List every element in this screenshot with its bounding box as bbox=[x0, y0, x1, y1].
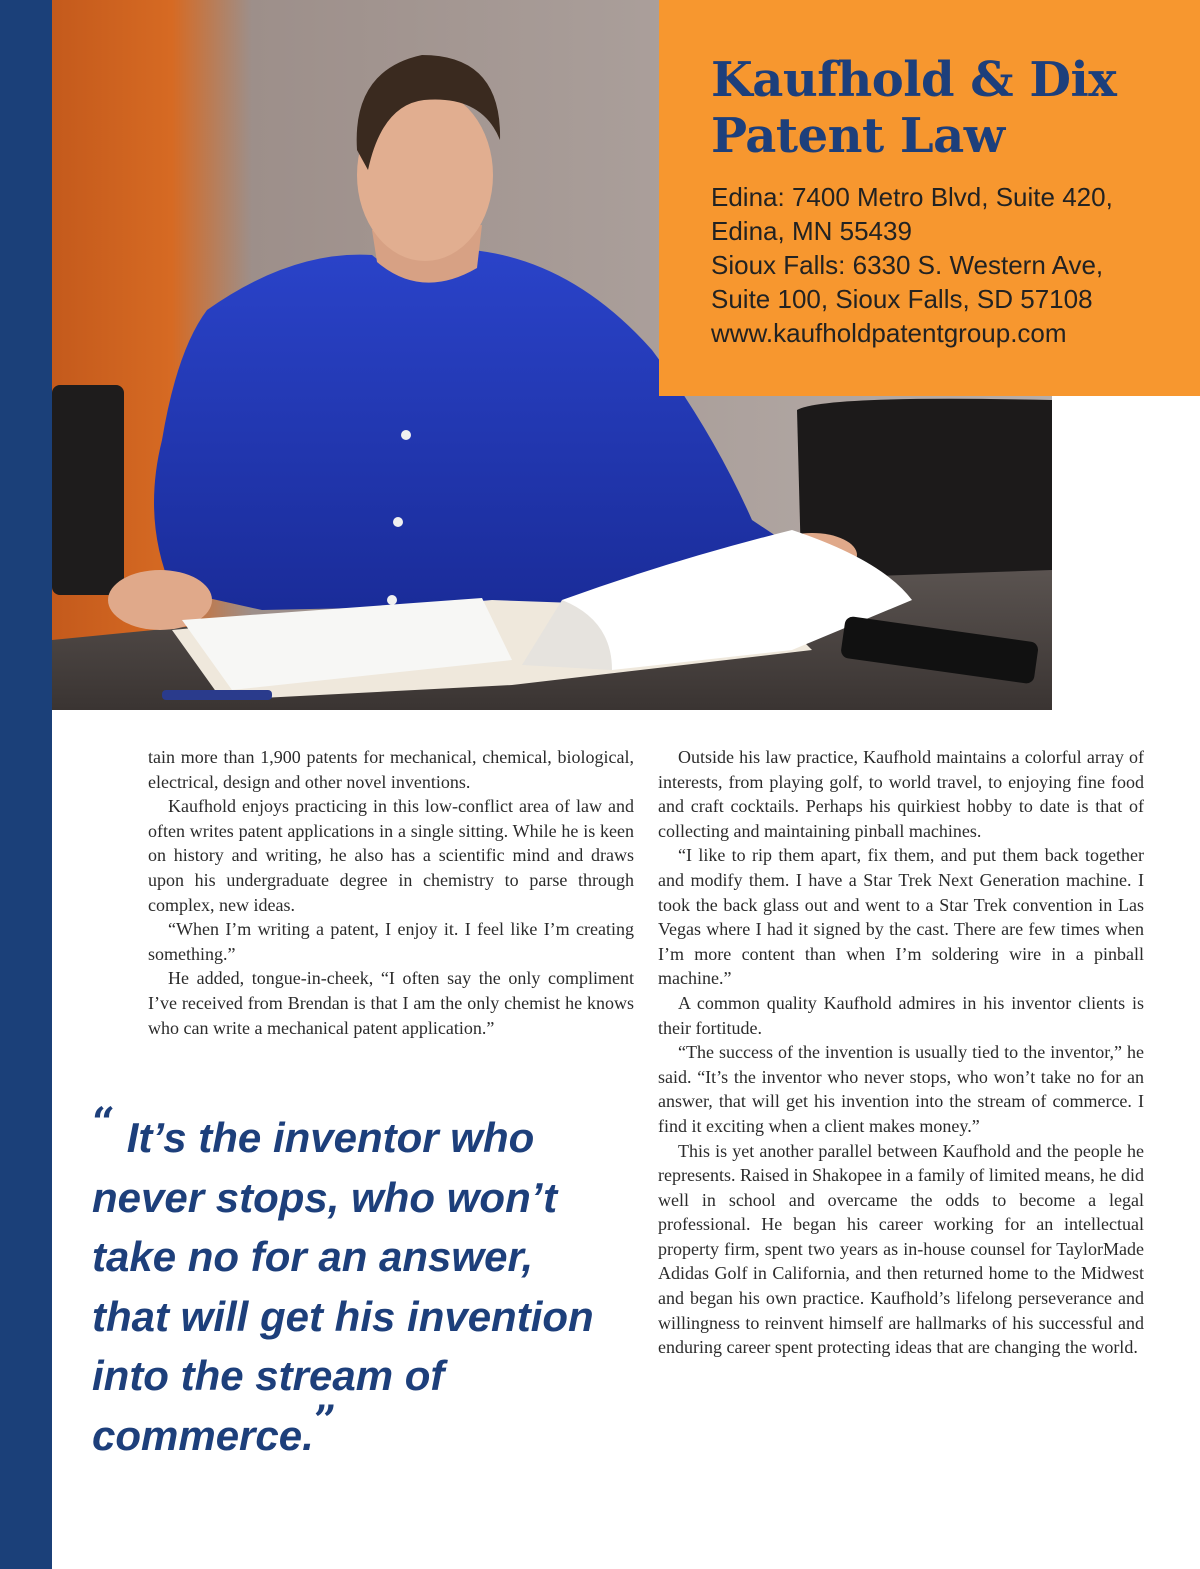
pull-quote-line bbox=[92, 1099, 652, 1168]
article-paragraph: Outside his law practice, Kaufhold maintains a colorful array of interests, from playing golf, to world travel, to enjoying fine food and craft cocktails. Perhaps his quirkiest hobby to date is that of collecting and maintaining pinball machines. bbox=[658, 747, 1144, 841]
firm-website-link[interactable]: www.kaufholdpatentgroup.com bbox=[711, 318, 1067, 348]
pull-quote-line: into the stream of bbox=[92, 1352, 445, 1399]
article-paragraph: He added, tongue-in-cheek, “I often say the only compliment I’ve received from Brendan is that I am the only chemist he knows who can write a mechanical patent application.” bbox=[148, 968, 634, 1038]
pull-quote-line: that will get his invention bbox=[92, 1292, 594, 1340]
pull-quote bbox=[92, 1099, 652, 1465]
article-column-right bbox=[658, 745, 1144, 1360]
left-sidebar-bar bbox=[0, 0, 52, 1569]
article-column-left bbox=[148, 745, 634, 1040]
article-paragraph: “The success of the invention is usually tied to the inventor,” he said. “It’s the inventor who never stops, who won’t take no for an answer, that will get his invention into the stream of commerce. I find it exciting when a client makes money.” bbox=[658, 1042, 1144, 1136]
firm-info-box bbox=[659, 0, 1200, 396]
address-line: Suite 100, Sioux Falls, SD 57108 bbox=[711, 284, 1093, 314]
article-paragraph: “When I’m writing a patent, I enjoy it. I feel like I’m creating something.” bbox=[148, 919, 634, 964]
firm-name-line-2: Patent Law bbox=[711, 108, 1005, 164]
close-quote-mark: ” bbox=[313, 1396, 337, 1444]
pull-quote-text: commerce. bbox=[92, 1411, 314, 1459]
article-paragraph: This is yet another parallel between Kaufhold and the people he represents. Raised in Shakopee in a family of limited means, he did well in school and overcame the odds to become a legal professional. He began his career working for an intellectual property firm, spent two years as in-house counsel for TaylorMade Adidas Golf in California, and then returned home to the Midwest and began his own practice. Kaufhold’s lifelong perseverance and willingness to reinvent himself are hallmarks of his successful and enduring career spent protecting ideas that are changing the world. bbox=[658, 1140, 1144, 1358]
pull-quote-line: take no for an answer, bbox=[92, 1233, 534, 1280]
firm-address-block bbox=[711, 180, 1180, 350]
pull-quote-line bbox=[92, 1396, 652, 1466]
address-line: Edina: 7400 Metro Blvd, Suite 420, bbox=[711, 182, 1113, 212]
article-paragraph: Kaufhold enjoys practicing in this low-conflict area of law and often writes patent applications in a single sitting. While he is keen on history and writing, he also has a scientific mind and draws upon his undergraduate degree in chemistry to parse through complex, new ideas. bbox=[148, 796, 634, 915]
article-paragraph: A common quality Kaufhold admires in his inventor clients is their fortitude. bbox=[658, 992, 1144, 1038]
open-quote-mark: “ bbox=[92, 1099, 116, 1146]
address-line: Sioux Falls: 6330 S. Western Ave, bbox=[711, 250, 1104, 280]
pull-quote-line: never stops, who won’t bbox=[92, 1173, 558, 1221]
firm-name-line-1: Kaufhold & Dix bbox=[711, 52, 1117, 108]
article-paragraph: tain more than 1,900 patents for mechanical, chemical, biological, electrical, design and other novel inventions. bbox=[148, 747, 634, 792]
pull-quote-text: It’s the inventor who bbox=[126, 1114, 535, 1161]
article-paragraph: “I like to rip them apart, fix them, and put them back together and modify them. I have a Star Trek Next Generation machine. I took the back glass out and went to a Star Trek convention in Las Vegas where I had it signed by the cast. There are few times when I’m more content than when I’m soldering wire in a pinball machine.” bbox=[658, 845, 1144, 989]
address-line: Edina, MN 55439 bbox=[711, 216, 912, 246]
firm-name bbox=[711, 52, 1180, 164]
